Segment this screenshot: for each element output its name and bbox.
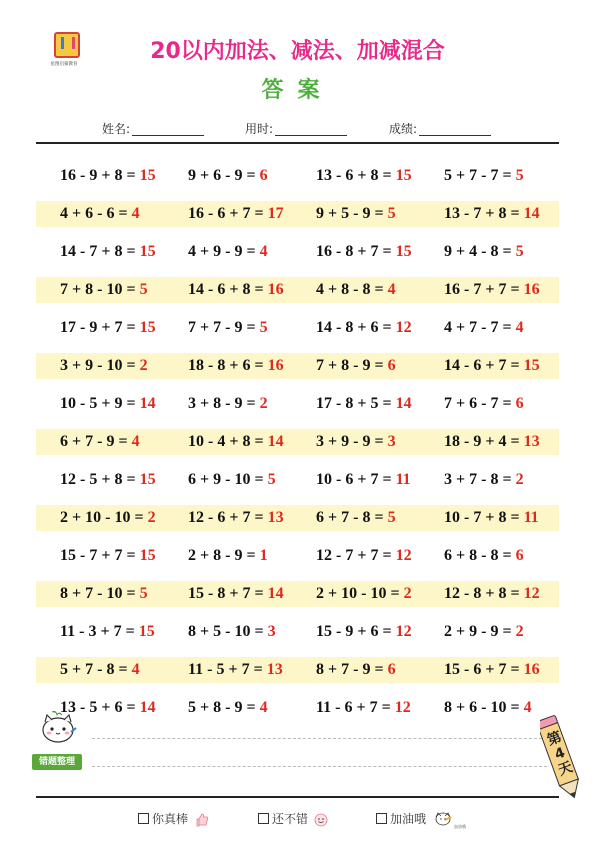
equation [60,309,156,347]
equation [444,157,524,195]
equation-row [36,157,559,195]
equation-answer: 14 [267,433,284,450]
equation [444,347,540,385]
equation-question: 4 + 9 - 9 = [188,243,260,260]
equation-row [36,347,559,385]
equation [60,499,156,537]
equation-answer: 13 [267,509,284,526]
equation-answer: 6 [515,395,524,412]
equation [316,385,412,423]
equation-question: 13 - 7 + 8 = [444,205,524,222]
equation-row [36,195,559,233]
equation-answer: 12 [395,547,412,564]
praise-good-label: 还不错 [272,812,309,826]
equation [444,461,524,499]
equation [188,499,284,537]
equation-question: 6 + 7 - 9 = [60,433,132,450]
equation-question: 18 - 8 + 6 = [188,357,268,374]
equation-question: 7 + 8 - 9 = [316,357,388,374]
equation-answer: 2 [403,585,412,602]
equation [316,309,412,347]
equation-question: 5 + 8 - 9 = [188,699,260,716]
equation-answer: 4 [131,661,140,678]
equation-answer: 2 [147,509,156,526]
equation-answer: 5 [387,205,396,222]
cat-mascot-icon [38,710,78,746]
equation-row [36,423,559,461]
equation [316,651,396,689]
equation-answer: 16 [267,357,284,374]
equation-answer: 4 [131,433,140,450]
equation-answer: 15 [139,547,156,564]
equation-question: 9 + 6 - 9 = [188,167,260,184]
equation [60,271,148,309]
equation-question: 3 + 7 - 8 = [444,471,516,488]
day-label: 第4天 [545,729,575,779]
equation-question: 11 - 5 + 7 = [188,661,267,678]
equation [188,233,268,271]
equation [188,651,283,689]
equation-row [36,309,559,347]
equation-question: 2 + 9 - 9 = [444,623,516,640]
equation-answer: 5 [267,471,276,488]
equation-question: 6 + 9 - 10 = [188,471,268,488]
equation [316,575,412,613]
equation [316,195,396,233]
equation-question: 15 - 9 + 6 = [316,623,396,640]
equation [188,385,268,423]
equation-question: 7 + 6 - 7 = [444,395,516,412]
equation-question: 15 - 6 + 7 = [444,661,524,678]
equation [316,499,396,537]
checkbox-keep-going[interactable] [376,813,387,824]
time-field [245,120,347,137]
equation [444,195,540,233]
equation-answer: 15 [395,243,412,260]
equation-answer: 16 [523,661,540,678]
equation [444,575,540,613]
equation-question: 14 - 6 + 7 = [444,357,524,374]
name-field [102,120,204,137]
equation-answer: 6 [259,167,268,184]
equation [444,271,540,309]
equation-answer: 16 [523,281,540,298]
equation-row [36,233,559,271]
score-blank [419,124,491,136]
equation-answer: 5 [515,243,524,260]
equation-answer: 4 [515,319,524,336]
equation-question: 12 - 7 + 7 = [316,547,396,564]
equation [188,271,284,309]
praise-great-label: 你真棒 [152,812,189,826]
equation-question: 9 + 4 - 8 = [444,243,516,260]
equation [316,423,396,461]
equation-answer: 3 [387,433,396,450]
equation-question: 11 - 3 + 7 = [60,623,139,640]
equation [60,347,148,385]
equation-row [36,575,559,613]
equation-question: 4 + 7 - 7 = [444,319,516,336]
equation-answer: 3 [267,623,276,640]
equation [60,195,140,233]
equation-question: 2 + 10 - 10 = [60,509,148,526]
praise-option-great[interactable] [138,810,208,827]
equation-answer: 14 [267,585,284,602]
time-blank [275,124,347,136]
equation-question: 14 - 7 + 8 = [60,243,140,260]
equation [188,537,268,575]
equation-question: 4 + 8 - 8 = [316,281,388,298]
equation-answer: 15 [395,167,412,184]
equation-answer: 5 [387,509,396,526]
equation [316,157,412,195]
equation-answer: 14 [139,395,156,412]
equation-question: 4 + 6 - 6 = [60,205,132,222]
equation-row [36,385,559,423]
equation [316,613,412,651]
equation-answer: 11 [395,471,411,488]
equation-answer: 4 [259,243,268,260]
equation-question: 16 - 9 + 8 = [60,167,140,184]
equation [188,689,268,727]
equation-question: 3 + 8 - 9 = [188,395,260,412]
equation [444,651,540,689]
equation-question: 17 - 8 + 5 = [316,395,396,412]
equation-answer: 2 [259,395,268,412]
logo-text: 星图启蒙教育 [50,62,78,67]
answer-key-label: 答案 [261,78,334,103]
mascot-caption: 加油哦 [454,824,466,829]
equation-question: 7 + 8 - 10 = [60,281,140,298]
equation [444,423,540,461]
thumbs-up-icon [194,813,208,827]
equation-question: 8 + 7 - 9 = [316,661,388,678]
equation-answer: 14 [395,395,412,412]
equation [60,461,156,499]
equation [188,461,276,499]
equation-question: 6 + 8 - 8 = [444,547,516,564]
equation-question: 18 - 9 + 4 = [444,433,524,450]
equation [60,423,140,461]
equation [444,309,524,347]
name-label: 姓名: [102,122,131,136]
equation-answer: 15 [138,623,155,640]
equation [316,271,396,309]
equation-answer: 12 [523,585,540,602]
equation-question: 2 + 10 - 10 = [316,585,404,602]
equation [444,233,524,271]
equation [444,613,524,651]
note-line-2 [92,766,547,767]
equation-answer: 13 [266,661,283,678]
equation-row [36,499,559,537]
equation-row [36,537,559,575]
equation-answer: 5 [259,319,268,336]
equation [60,575,148,613]
equation-question: 8 + 7 - 10 = [60,585,140,602]
equation-question: 8 + 6 - 10 = [444,699,524,716]
equation-answer: 4 [523,699,532,716]
equation [188,575,284,613]
equation-answer: 15 [523,357,540,374]
time-label: 用时: [245,122,274,136]
equation [316,233,412,271]
equation-question: 12 - 8 + 8 = [444,585,524,602]
equation [188,613,276,651]
note-line-1 [92,738,547,739]
equation-question: 13 - 5 + 6 = [60,699,140,716]
equation-answer: 5 [139,281,148,298]
equation-question: 7 + 7 - 9 = [188,319,260,336]
equation-answer: 6 [387,661,396,678]
equation-answer: 15 [139,471,156,488]
equation [316,347,396,385]
equation-question: 10 - 4 + 8 = [188,433,268,450]
equation-answer: 15 [139,319,156,336]
equation-question: 16 - 8 + 7 = [316,243,396,260]
equation [60,613,155,651]
equation-question: 3 + 9 - 9 = [316,433,388,450]
equation [60,233,156,271]
equation-question: 15 - 7 + 7 = [60,547,140,564]
equation-row [36,651,559,689]
equation-answer: 6 [515,547,524,564]
equation-answer: 5 [515,167,524,184]
equation-question: 10 - 6 + 7 = [316,471,396,488]
equation-answer: 12 [395,319,412,336]
equation-answer: 5 [139,585,148,602]
equation-answer: 14 [139,699,156,716]
equation-question: 5 + 7 - 8 = [60,661,132,678]
equation-answer: 6 [387,357,396,374]
score-field [389,120,491,137]
equation [188,309,268,347]
praise-option-keep-going[interactable] [376,810,466,829]
score-label: 成绩: [389,122,418,136]
equation-answer: 15 [139,243,156,260]
equation-answer: 1 [259,547,268,564]
equation [444,537,524,575]
equation-question: 12 - 5 + 8 = [60,471,140,488]
equation-question: 16 - 6 + 7 = [188,205,268,222]
equation-question: 15 - 8 + 7 = [188,585,268,602]
equation [444,499,539,537]
praise-option-good[interactable] [258,810,328,827]
equation-question: 5 + 7 - 7 = [444,167,516,184]
equation [60,385,156,423]
wrong-questions-section [32,710,92,770]
equation-question: 2 + 8 - 9 = [188,547,260,564]
equation [316,461,411,499]
equation-question: 17 - 9 + 7 = [60,319,140,336]
equation-answer: 4 [387,281,396,298]
footer-divider [36,796,559,798]
equation-row [36,271,559,309]
equation-question: 13 - 6 + 8 = [316,167,396,184]
equation-answer: 12 [395,623,412,640]
smiley-icon [314,813,328,827]
equation-question: 6 + 7 - 8 = [316,509,388,526]
equation-question: 12 - 6 + 7 = [188,509,268,526]
wrong-questions-label: 错题整理 [32,754,82,770]
equation-answer: 14 [523,205,540,222]
checkbox-good[interactable] [258,813,269,824]
equation-question: 3 + 9 - 10 = [60,357,140,374]
equation-question: 10 - 7 + 8 = [444,509,524,526]
equation-answer: 2 [515,471,524,488]
equation [316,689,411,727]
equation-row [36,613,559,651]
equation-answer: 13 [523,433,540,450]
equation-answer: 4 [259,699,268,716]
equation [60,537,156,575]
equation [188,423,284,461]
checkbox-great[interactable] [138,813,149,824]
equation-question: 14 - 6 + 8 = [188,281,268,298]
equation [188,195,284,233]
equation-question: 9 + 5 - 9 = [316,205,388,222]
equation-question: 16 - 7 + 7 = [444,281,524,298]
equation [444,689,532,727]
equation-question: 8 + 5 - 10 = [188,623,268,640]
header-divider [36,142,559,144]
equation-answer: 2 [139,357,148,374]
equation-answer: 15 [139,167,156,184]
equation-answer: 4 [131,205,140,222]
equation [60,651,140,689]
equation [444,385,524,423]
cheering-mascot-icon [432,811,454,829]
equation-answer: 11 [523,509,539,526]
equation-grid [36,157,559,727]
equation [316,537,412,575]
praise-keep-going-label: 加油哦 [390,812,427,826]
equation-question: 10 - 5 + 9 = [60,395,140,412]
equation-question: 14 - 8 + 6 = [316,319,396,336]
equation-answer: 17 [267,205,284,222]
equation-answer: 12 [394,699,411,716]
equation-row [36,689,559,727]
worksheet-title: 20以内加法、减法、加减混合 [150,39,445,64]
equation [188,157,268,195]
equation [188,347,284,385]
name-blank [132,124,204,136]
equation-answer: 16 [267,281,284,298]
equation [60,157,156,195]
equation-answer: 2 [515,623,524,640]
equation-question: 11 - 6 + 7 = [316,699,395,716]
equation-row [36,461,559,499]
